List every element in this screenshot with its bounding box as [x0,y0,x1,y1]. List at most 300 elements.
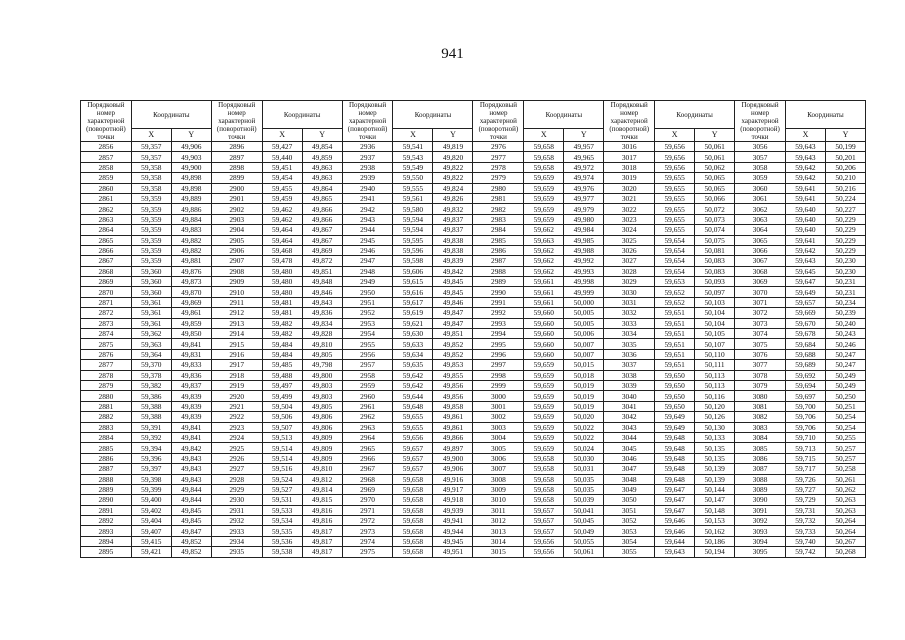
point-number-cell: 3087 [735,464,786,474]
x-coordinate-cell: 59,652 [655,287,695,297]
point-number-cell: 2885 [81,443,132,453]
y-coordinate-cell: 50,083 [695,256,735,266]
point-number-cell: 3091 [735,505,786,515]
x-coordinate-cell: 59,454 [262,173,302,183]
point-number-cell: 3002 [473,412,524,422]
header-y: Y [302,129,342,142]
x-coordinate-cell: 59,656 [655,162,695,172]
point-number-cell: 3034 [604,329,655,339]
x-coordinate-cell: 59,650 [655,380,695,390]
x-coordinate-cell: 59,717 [785,464,825,474]
point-number-cell: 2965 [342,443,393,453]
y-coordinate-cell: 49,836 [171,370,211,380]
x-coordinate-cell: 59,358 [131,183,171,193]
x-coordinate-cell: 59,402 [131,505,171,515]
point-number-cell: 2860 [81,183,132,193]
y-coordinate-cell: 49,897 [433,443,473,453]
x-coordinate-cell: 59,358 [131,173,171,183]
y-coordinate-cell: 50,251 [825,401,865,411]
y-coordinate-cell: 50,135 [695,443,735,453]
y-coordinate-cell: 49,869 [171,297,211,307]
table-row [81,526,866,536]
x-coordinate-cell: 59,464 [262,235,302,245]
point-number-cell: 2942 [342,204,393,214]
x-coordinate-cell: 59,464 [262,225,302,235]
point-number-cell: 2963 [342,422,393,432]
y-coordinate-cell: 49,859 [302,152,342,162]
x-coordinate-cell: 59,657 [785,297,825,307]
y-coordinate-cell: 49,854 [302,142,342,152]
y-coordinate-cell: 49,873 [171,277,211,287]
point-number-cell: 3031 [604,297,655,307]
x-coordinate-cell: 59,659 [524,432,564,442]
point-number-cell: 3082 [735,412,786,422]
x-coordinate-cell: 59,643 [785,152,825,162]
y-coordinate-cell: 50,066 [695,193,735,203]
x-coordinate-cell: 59,370 [131,360,171,370]
table-row [81,443,866,453]
x-coordinate-cell: 59,648 [655,474,695,484]
x-coordinate-cell: 59,645 [785,266,825,276]
point-number-cell: 3001 [473,401,524,411]
y-coordinate-cell: 49,965 [564,152,604,162]
y-coordinate-cell: 49,851 [302,266,342,276]
table-row [81,287,866,297]
x-coordinate-cell: 59,678 [785,329,825,339]
table-row [81,318,866,328]
y-coordinate-cell: 49,945 [433,536,473,546]
point-number-cell: 3079 [735,380,786,390]
point-number-cell: 2924 [211,432,262,442]
y-coordinate-cell: 49,876 [171,266,211,276]
y-coordinate-cell: 50,261 [825,474,865,484]
y-coordinate-cell: 49,824 [433,183,473,193]
y-coordinate-cell: 50,186 [695,536,735,546]
y-coordinate-cell: 49,838 [433,245,473,255]
point-number-cell: 2995 [473,339,524,349]
y-coordinate-cell: 49,999 [564,287,604,297]
point-number-cell: 2870 [81,287,132,297]
point-number-cell: 3072 [735,308,786,318]
point-number-cell: 2875 [81,339,132,349]
point-number-cell: 2952 [342,308,393,318]
point-number-cell: 2895 [81,547,132,557]
point-number-cell: 2914 [211,329,262,339]
point-number-cell: 2958 [342,370,393,380]
y-coordinate-cell: 50,049 [564,526,604,536]
point-number-cell: 2917 [211,360,262,370]
point-number-cell: 3008 [473,474,524,484]
x-coordinate-cell: 59,482 [262,318,302,328]
y-coordinate-cell: 49,803 [302,380,342,390]
x-coordinate-cell: 59,357 [131,152,171,162]
y-coordinate-cell: 49,866 [302,214,342,224]
header-point-number: Порядковый номер характерной (поворотной) точки [211,101,262,142]
y-coordinate-cell: 50,229 [825,245,865,255]
y-coordinate-cell: 49,844 [171,495,211,505]
y-coordinate-cell: 50,227 [825,204,865,214]
point-number-cell: 2947 [342,256,393,266]
point-number-cell: 3027 [604,256,655,266]
point-number-cell: 3076 [735,349,786,359]
y-coordinate-cell: 49,861 [433,412,473,422]
x-coordinate-cell: 59,656 [655,152,695,162]
table-row [81,474,866,484]
x-coordinate-cell: 59,655 [655,173,695,183]
point-number-cell: 3054 [604,536,655,546]
table-row [81,547,866,557]
point-number-cell: 2911 [211,297,262,307]
x-coordinate-cell: 59,550 [393,173,433,183]
table-row [81,162,866,172]
y-coordinate-cell: 49,882 [171,245,211,255]
table-row [81,505,866,515]
table-row [81,142,866,152]
x-coordinate-cell: 59,659 [524,401,564,411]
x-coordinate-cell: 59,642 [785,173,825,183]
point-number-cell: 2893 [81,526,132,536]
point-number-cell: 2872 [81,308,132,318]
point-number-cell: 2900 [211,183,262,193]
point-number-cell: 2992 [473,308,524,318]
y-coordinate-cell: 49,872 [302,256,342,266]
point-number-cell: 3012 [473,516,524,526]
y-coordinate-cell: 49,898 [171,173,211,183]
point-number-cell: 2864 [81,225,132,235]
point-number-cell: 2978 [473,162,524,172]
y-coordinate-cell: 50,022 [564,422,604,432]
point-number-cell: 2907 [211,256,262,266]
y-coordinate-cell: 50,199 [825,142,865,152]
x-coordinate-cell: 59,670 [785,318,825,328]
x-coordinate-cell: 59,656 [524,547,564,557]
y-coordinate-cell: 49,957 [564,142,604,152]
header-x: X [393,129,433,142]
point-number-cell: 2953 [342,318,393,328]
y-coordinate-cell: 49,906 [171,142,211,152]
y-coordinate-cell: 49,820 [433,152,473,162]
y-coordinate-cell: 49,883 [171,225,211,235]
point-number-cell: 2880 [81,391,132,401]
x-coordinate-cell: 59,648 [393,401,433,411]
table-row [81,329,866,339]
y-coordinate-cell: 50,061 [695,152,735,162]
header-coordinates: Координаты [262,101,342,129]
x-coordinate-cell: 59,733 [785,526,825,536]
point-number-cell: 3000 [473,391,524,401]
x-coordinate-cell: 59,633 [393,339,433,349]
x-coordinate-cell: 59,357 [131,142,171,152]
x-coordinate-cell: 59,660 [524,318,564,328]
x-coordinate-cell: 59,484 [262,349,302,359]
point-number-cell: 2948 [342,266,393,276]
point-number-cell: 2990 [473,287,524,297]
table-row [81,277,866,287]
point-number-cell: 2909 [211,277,262,287]
point-number-cell: 2943 [342,214,393,224]
y-coordinate-cell: 49,847 [433,308,473,318]
point-number-cell: 3062 [735,204,786,214]
point-number-cell: 3003 [473,422,524,432]
x-coordinate-cell: 59,541 [393,142,433,152]
x-coordinate-cell: 59,689 [785,360,825,370]
x-coordinate-cell: 59,527 [262,484,302,494]
y-coordinate-cell: 50,061 [564,547,604,557]
x-coordinate-cell: 59,694 [785,380,825,390]
x-coordinate-cell: 59,658 [524,495,564,505]
point-number-cell: 3015 [473,547,524,557]
y-coordinate-cell: 49,839 [433,256,473,266]
point-number-cell: 3090 [735,495,786,505]
y-coordinate-cell: 50,231 [825,277,865,287]
y-coordinate-cell: 50,148 [695,505,735,515]
point-number-cell: 2974 [342,536,393,546]
point-number-cell: 2902 [211,204,262,214]
point-number-cell: 2856 [81,142,132,152]
y-coordinate-cell: 50,147 [695,495,735,505]
y-coordinate-cell: 50,107 [695,339,735,349]
point-number-cell: 3042 [604,412,655,422]
y-coordinate-cell: 49,837 [171,380,211,390]
y-coordinate-cell: 49,837 [433,225,473,235]
y-coordinate-cell: 50,075 [695,235,735,245]
point-number-cell: 2946 [342,245,393,255]
x-coordinate-cell: 59,658 [393,474,433,484]
y-coordinate-cell: 50,257 [825,453,865,463]
x-coordinate-cell: 59,358 [131,162,171,172]
header-point-number: Порядковый номер характерной (поворотной) точки [473,101,524,142]
table-row [81,173,866,183]
header-coordinates: Координаты [655,101,735,129]
point-number-cell: 3038 [604,370,655,380]
x-coordinate-cell: 59,360 [131,266,171,276]
x-coordinate-cell: 59,644 [655,536,695,546]
x-coordinate-cell: 59,658 [524,474,564,484]
table-row [81,193,866,203]
point-number-cell: 3046 [604,453,655,463]
table-row [81,235,866,245]
x-coordinate-cell: 59,655 [393,412,433,422]
y-coordinate-cell: 50,019 [564,380,604,390]
x-coordinate-cell: 59,641 [785,193,825,203]
x-coordinate-cell: 59,451 [262,162,302,172]
point-number-cell: 2979 [473,173,524,183]
x-coordinate-cell: 59,649 [655,412,695,422]
x-coordinate-cell: 59,662 [524,266,564,276]
point-number-cell: 2887 [81,464,132,474]
table-row [81,308,866,318]
point-number-cell: 2931 [211,505,262,515]
point-number-cell: 2951 [342,297,393,307]
y-coordinate-cell: 50,055 [564,536,604,546]
point-number-cell: 3036 [604,349,655,359]
table-row [81,339,866,349]
point-number-cell: 3067 [735,256,786,266]
table-row [81,349,866,359]
x-coordinate-cell: 59,360 [131,277,171,287]
x-coordinate-cell: 59,524 [262,474,302,484]
x-coordinate-cell: 59,732 [785,516,825,526]
x-coordinate-cell: 59,531 [262,495,302,505]
x-coordinate-cell: 59,480 [262,277,302,287]
y-coordinate-cell: 49,843 [171,453,211,463]
x-coordinate-cell: 59,656 [524,536,564,546]
x-coordinate-cell: 59,641 [785,235,825,245]
x-coordinate-cell: 59,398 [131,474,171,484]
x-coordinate-cell: 59,459 [262,193,302,203]
x-coordinate-cell: 59,455 [262,183,302,193]
y-coordinate-cell: 49,867 [302,235,342,245]
y-coordinate-cell: 50,262 [825,484,865,494]
point-number-cell: 2935 [211,547,262,557]
point-number-cell: 2969 [342,484,393,494]
y-coordinate-cell: 49,861 [171,308,211,318]
x-coordinate-cell: 59,504 [262,401,302,411]
x-coordinate-cell: 59,619 [393,308,433,318]
point-number-cell: 2863 [81,214,132,224]
point-number-cell: 3085 [735,443,786,453]
y-coordinate-cell: 50,031 [564,464,604,474]
x-coordinate-cell: 59,404 [131,516,171,526]
point-number-cell: 3010 [473,495,524,505]
x-coordinate-cell: 59,536 [262,536,302,546]
point-number-cell: 3050 [604,495,655,505]
point-number-cell: 3055 [604,547,655,557]
point-number-cell: 2926 [211,453,262,463]
y-coordinate-cell: 50,206 [825,162,865,172]
point-number-cell: 3024 [604,225,655,235]
y-coordinate-cell: 49,852 [433,349,473,359]
y-coordinate-cell: 50,224 [825,193,865,203]
y-coordinate-cell: 49,839 [171,391,211,401]
x-coordinate-cell: 59,643 [785,256,825,266]
y-coordinate-cell: 50,229 [825,225,865,235]
y-coordinate-cell: 49,846 [302,287,342,297]
x-coordinate-cell: 59,659 [524,173,564,183]
y-coordinate-cell: 49,865 [302,193,342,203]
y-coordinate-cell: 49,993 [564,266,604,276]
y-coordinate-cell: 50,230 [825,266,865,276]
y-coordinate-cell: 49,826 [433,193,473,203]
x-coordinate-cell: 59,488 [262,370,302,380]
y-coordinate-cell: 50,113 [695,370,735,380]
x-coordinate-cell: 59,658 [393,536,433,546]
y-coordinate-cell: 49,881 [171,256,211,266]
x-coordinate-cell: 59,715 [785,453,825,463]
x-coordinate-cell: 59,484 [262,339,302,349]
y-coordinate-cell: 49,809 [302,443,342,453]
point-number-cell: 2920 [211,391,262,401]
x-coordinate-cell: 59,606 [393,266,433,276]
x-coordinate-cell: 59,596 [393,245,433,255]
y-coordinate-cell: 50,264 [825,516,865,526]
y-coordinate-cell: 49,917 [433,484,473,494]
x-coordinate-cell: 59,394 [131,443,171,453]
y-coordinate-cell: 49,828 [302,329,342,339]
point-number-cell: 2881 [81,401,132,411]
y-coordinate-cell: 49,884 [171,214,211,224]
x-coordinate-cell: 59,646 [655,516,695,526]
y-coordinate-cell: 49,869 [302,245,342,255]
x-coordinate-cell: 59,364 [131,349,171,359]
point-number-cell: 2940 [342,183,393,193]
point-number-cell: 2871 [81,297,132,307]
point-number-cell: 2873 [81,318,132,328]
point-number-cell: 3095 [735,547,786,557]
point-number-cell: 3011 [473,505,524,515]
y-coordinate-cell: 49,988 [564,245,604,255]
point-number-cell: 3007 [473,464,524,474]
point-number-cell: 3068 [735,266,786,276]
point-number-cell: 2986 [473,245,524,255]
x-coordinate-cell: 59,659 [524,360,564,370]
point-number-cell: 2925 [211,443,262,453]
point-number-cell: 3018 [604,162,655,172]
y-coordinate-cell: 49,861 [433,422,473,432]
y-coordinate-cell: 49,843 [171,464,211,474]
x-coordinate-cell: 59,399 [131,484,171,494]
y-coordinate-cell: 49,882 [171,235,211,245]
header-coordinates: Координаты [131,101,211,129]
point-number-cell: 2980 [473,183,524,193]
table-body [81,142,866,558]
point-number-cell: 2991 [473,297,524,307]
point-number-cell: 3058 [735,162,786,172]
y-coordinate-cell: 49,834 [302,318,342,328]
point-number-cell: 3037 [604,360,655,370]
table-row [81,204,866,214]
point-number-cell: 2877 [81,360,132,370]
table-row [81,370,866,380]
point-number-cell: 3051 [604,505,655,515]
x-coordinate-cell: 59,359 [131,193,171,203]
point-number-cell: 3041 [604,401,655,411]
y-coordinate-cell: 49,833 [171,360,211,370]
x-coordinate-cell: 59,655 [655,204,695,214]
x-coordinate-cell: 59,359 [131,245,171,255]
x-coordinate-cell: 59,481 [262,297,302,307]
point-number-cell: 3021 [604,193,655,203]
point-number-cell: 3032 [604,308,655,318]
y-coordinate-cell: 50,097 [695,287,735,297]
y-coordinate-cell: 50,020 [564,412,604,422]
y-coordinate-cell: 49,809 [302,453,342,463]
y-coordinate-cell: 49,900 [433,453,473,463]
x-coordinate-cell: 59,658 [393,495,433,505]
y-coordinate-cell: 50,201 [825,152,865,162]
table-row [81,484,866,494]
point-number-cell: 2890 [81,495,132,505]
y-coordinate-cell: 49,939 [433,505,473,515]
header-y: Y [825,129,865,142]
y-coordinate-cell: 49,822 [433,162,473,172]
x-coordinate-cell: 59,516 [262,464,302,474]
y-coordinate-cell: 50,065 [695,173,735,183]
table-row [81,245,866,255]
x-coordinate-cell: 59,468 [262,245,302,255]
point-number-cell: 3060 [735,183,786,193]
header-y: Y [564,129,604,142]
y-coordinate-cell: 50,072 [695,204,735,214]
header-y: Y [695,129,735,142]
y-coordinate-cell: 49,944 [433,526,473,536]
x-coordinate-cell: 59,688 [785,349,825,359]
y-coordinate-cell: 50,120 [695,401,735,411]
x-coordinate-cell: 59,360 [131,287,171,297]
x-coordinate-cell: 59,480 [262,266,302,276]
x-coordinate-cell: 59,580 [393,204,433,214]
x-coordinate-cell: 59,549 [393,162,433,172]
